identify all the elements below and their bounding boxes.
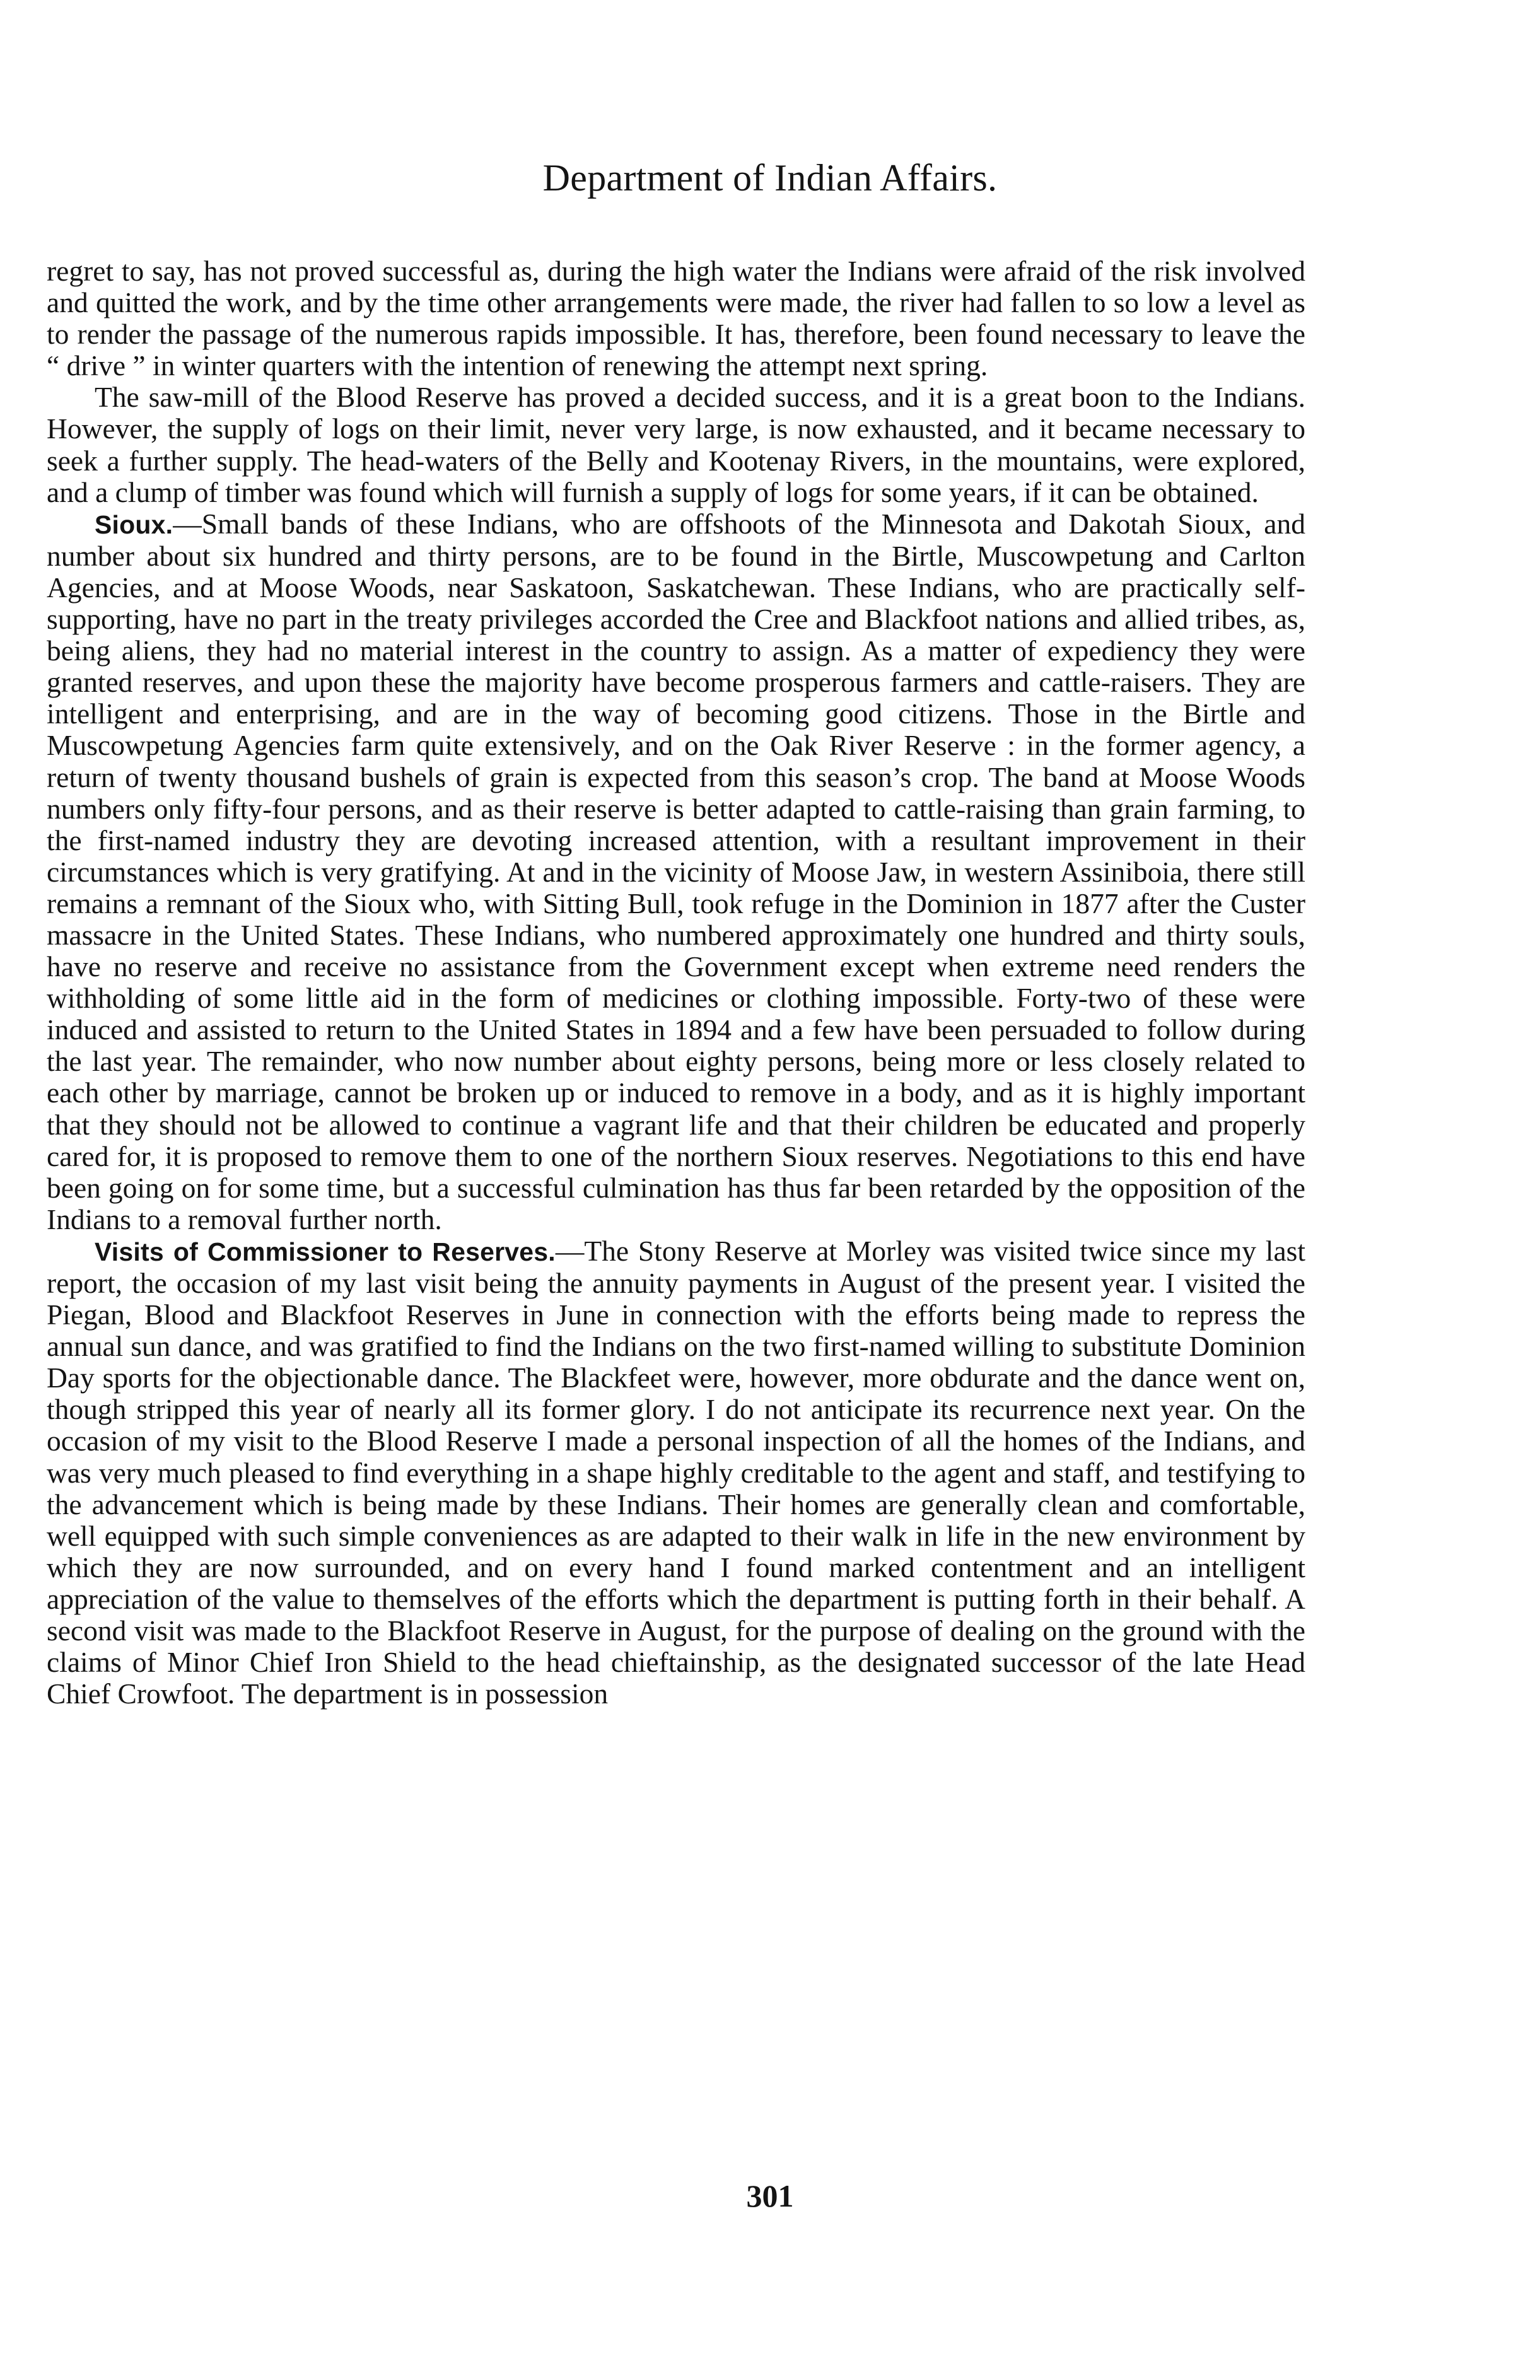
paragraph-text: regret to say, has not proved successful as, during the high water the Indians were afraid of the risk involved and quitted the work, and by the time other arrangements were made, the river had fallen to so low a level as to render the passage of the numerous rapids impossible. It has, therefore, been found necessary to leave the “ drive ” in winter quarters with the intention of renewing the attempt next spring. <box>47 255 1305 382</box>
paragraph-text: —Small bands of these Indians, who are offshoots of the Minnesota and Dakotah Sioux, and number about six hundred and thirty persons, are to be found in the Birtle, Muscowpetung and Carlton Agencies, and at Moose Woods, near Saskatoon, Saskatchewan. These Indians, who are practically self-supporting, have no part in the treaty privileges accorded the Cree and Blackfoot nations and allied tribes, as, being aliens, they had no material interest in the country to assign. As a matter of expediency they were granted reserves, and upon these the majority have become prosperous farmers and cattle-raisers. They are intelligent and enterprising, and are in the way of becoming good citizens. Those in the Birtle and Muscowpetung Agencies farm quite extensively, and on the Oak River Reserve : in the former agency, a return of twenty thousand bushels of grain is expected from this season’s crop. The band at Moose Woods numbers only fifty-four persons, and as their reserve is better adapted to cattle-raising than grain farming, to the first-named industry they are devoting increased attention, with a resultant improvement in their circumstances which is very gratifying. At and in the vicinity of Moose Jaw, in western Assiniboia, there still remains a remnant of the Sioux who, with Sitting Bull, took refuge in the Dominion in 1877 after the Custer massacre in the United States. These Indians, who numbered approximately one hundred and thirty souls, have no reserve and receive no assistance from the Government except when extreme need renders the withholding of some little aid in the form of medicines or clothing impossible. Forty-two of these were induced and assisted to return to the United States in 1894 and a few have been persuaded to follow during the last year. The remainder, who now number about eighty persons, being more or less closely related to each other by marriage, cannot be broken up or induced to remove in a body, and as it is highly important that they should not be allowed to continue a vagrant life and that their children be educated and properly cared for, it is proposed to remove them to one of the northern Sioux reserves. Negotiations to this end have been going on for some time, but a successful culmination has thus far been retarded by the opposition of the Indians to a removal further north. <box>47 507 1305 1235</box>
side-heading-sioux: Sioux. <box>95 510 173 539</box>
side-heading-visits: Visits of Commissioner to Reserves. <box>95 1237 556 1266</box>
paragraph-continuation <box>47 255 1305 382</box>
paragraph-text: The saw-mill of the Blood Reserve has proved a decided success, and it is a great boon to the Indians. However, the supply of logs on their limit, never very large, is now exhausted, and it became necessary to seek a further supply. The head-waters of the Belly and Kootenay Rivers, in the mountains, were explored, and a clump of timber was found which will furnish a supply of logs for some years, if it can be obtained. <box>47 381 1305 508</box>
paragraph-saw-mill <box>47 382 1305 508</box>
paragraph-text: —The Stony Reserve at Morley was visited twice since my last report, the occasion of my last visit being the annuity payments in August of the present year. I visited the Piegan, Blood and Blackfoot Reserves in June in connection with the efforts being made to repress the annual sun dance, and was gratified to find the Indians on the two first-named willing to substitute Dominion Day sports for the objectionable dance. The Blackfeet were, however, more obdurate and the dance went on, though stripped this year of nearly all its former glory. I do not anticipate its recurrence next year. On the occasion of my visit to the Blood Reserve I made a personal inspection of all the homes of the Indians, and was very much pleased to find everything in a shape highly creditable to the agent and staff, and testifying to the advancement which is being made by these Indians. Their homes are generally clean and comfortable, well equipped with such simple conveniences as are adapted to their walk in life in the new environment by which they are now surrounded, and on every hand I found marked contentment and an intelligent appreciation of the value to themselves of the efforts which the department is putting forth in their behalf. A second visit was made to the Blackfoot Reserve in August, for the purpose of dealing on the ground with the claims of Minor Chief Iron Shield to the head chieftainship, as the designated successor of the late Head Chief Crowfoot. The department is in possession <box>47 1234 1305 1710</box>
paragraph-visits <box>47 1235 1305 1710</box>
text-column <box>47 255 1305 1710</box>
running-head: Department of Indian Affairs. <box>542 157 998 199</box>
paragraph-sioux <box>47 508 1305 1235</box>
page-number: 301 <box>746 2178 794 2214</box>
